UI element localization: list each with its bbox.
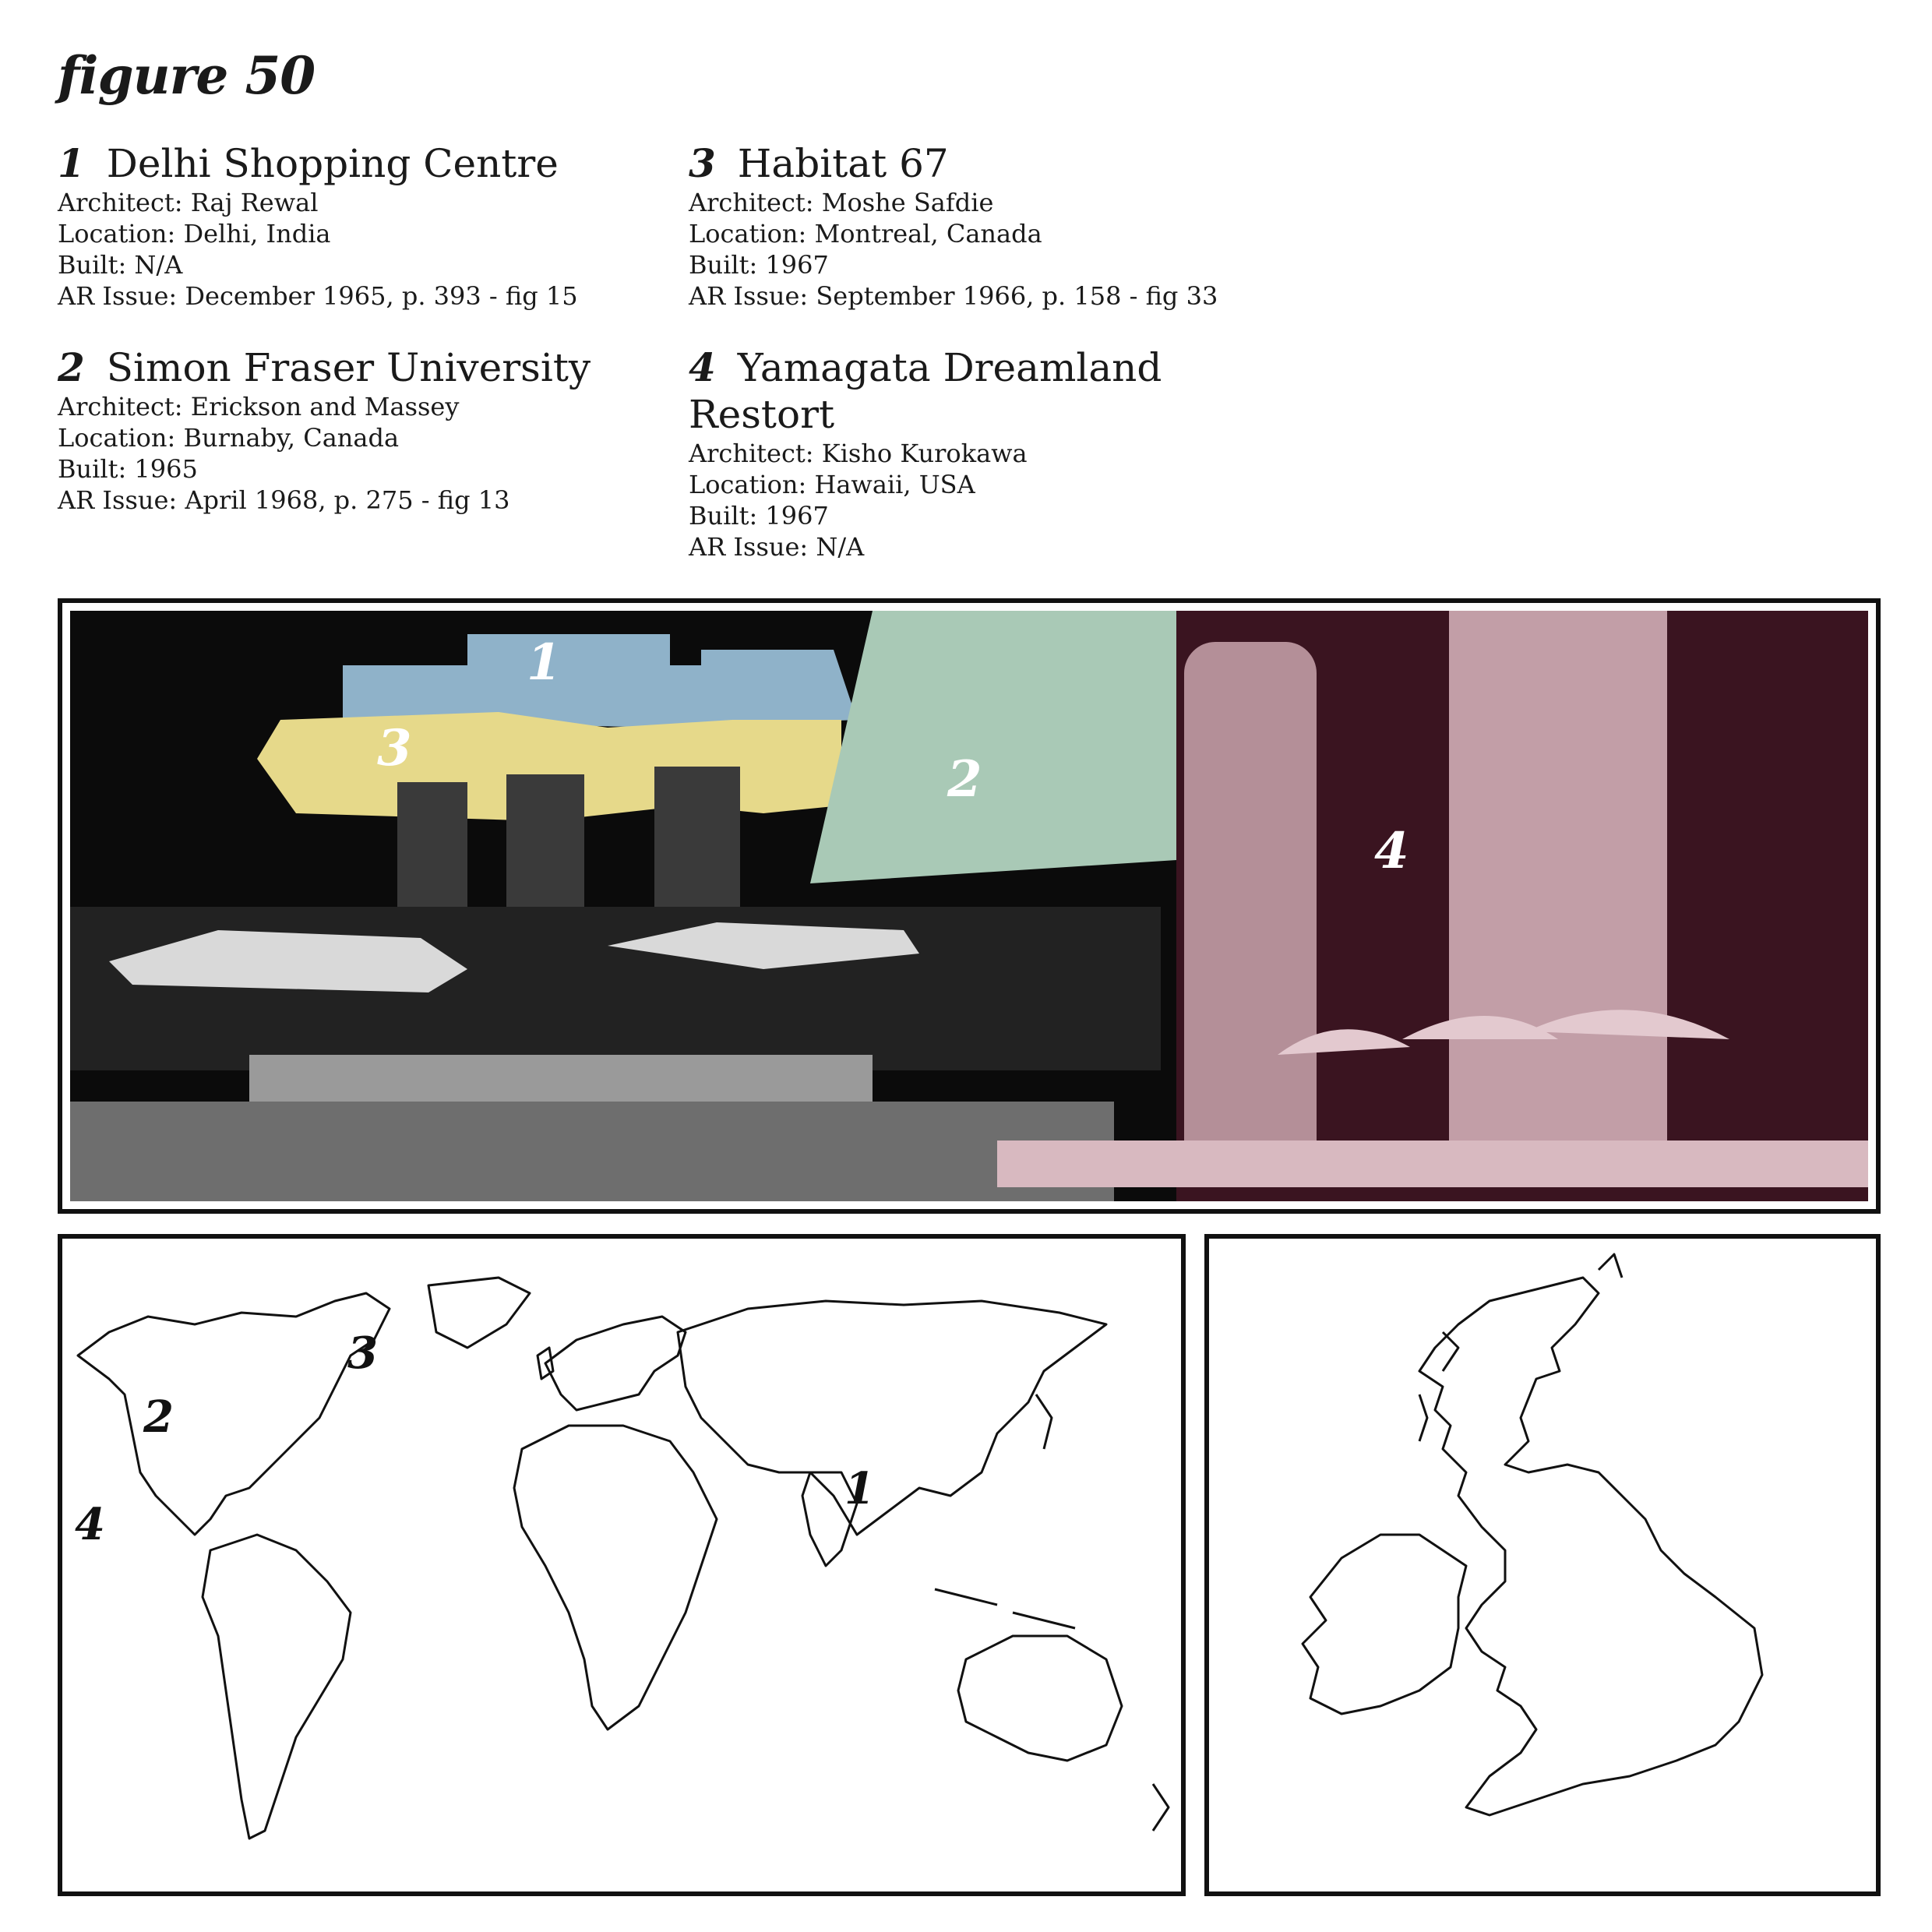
- simon-fraser-tint: [810, 611, 1176, 883]
- entry-heading: [58, 344, 650, 391]
- map-label-3: 3: [347, 1327, 378, 1379]
- collage-frame: [58, 598, 1881, 1214]
- entry-location: Location: Hawaii, USA: [689, 470, 975, 499]
- indonesia: [935, 1589, 997, 1605]
- entry-ar-issue: AR Issue: December 1965, p. 393 - fig 15: [58, 281, 578, 311]
- entry-architect: Architect: Erickson and Massey: [58, 392, 460, 421]
- entry-name: Delhi Shopping Centre: [106, 141, 559, 186]
- entry-heading: [689, 140, 1281, 187]
- figure-title: figure 50: [58, 45, 316, 106]
- entry-heading: [58, 140, 650, 187]
- entry-name: Yamagata Dreamland: [737, 345, 1162, 390]
- entry-name: Simon Fraser University: [106, 345, 591, 390]
- australia: [958, 1636, 1122, 1761]
- europe: [545, 1317, 686, 1410]
- entry-location: Location: Burnaby, Canada: [58, 423, 400, 453]
- entry-habitat-67: [689, 140, 1281, 312]
- entry-location: Location: Delhi, India: [58, 219, 331, 249]
- collage-label-2: 2: [947, 750, 982, 809]
- map-label-4: 4: [75, 1499, 105, 1550]
- entry-yamagata-dreamland: [689, 344, 1281, 562]
- greenland: [428, 1278, 530, 1348]
- entry-architect: Architect: Raj Rewal: [58, 188, 319, 217]
- uk-map: [1209, 1239, 1876, 1891]
- entry-ar-issue: AR Issue: September 1966, p. 158 - fig 33: [689, 281, 1218, 311]
- collage-label-1: 1: [527, 633, 562, 692]
- asia: [678, 1301, 1106, 1535]
- great-britain: [1419, 1278, 1762, 1815]
- south-america: [203, 1535, 351, 1839]
- map-label-2: 2: [143, 1391, 174, 1443]
- entry-built: Built: 1967: [689, 250, 829, 280]
- entry-number: 2: [58, 344, 85, 390]
- map-label-1: 1: [844, 1463, 875, 1514]
- japan: [1036, 1394, 1052, 1449]
- column: [1449, 611, 1667, 1187]
- world-map-frame: [58, 1234, 1186, 1896]
- entry-number: 3: [689, 140, 716, 186]
- entry-ar-issue: AR Issue: April 1968, p. 275 - fig 13: [58, 485, 510, 515]
- entry-architect: Architect: Kisho Kurokawa: [689, 439, 1028, 468]
- collage-image: [62, 603, 1876, 1209]
- orkney: [1599, 1254, 1622, 1278]
- entry-name-continued: Restort: [689, 392, 835, 437]
- entry-built: Built: 1965: [58, 454, 198, 484]
- column: [1184, 642, 1317, 1179]
- uk-map-frame: [1204, 1234, 1881, 1896]
- entry-built: Built: N/A: [58, 250, 183, 280]
- entry-built: Built: 1967: [689, 501, 829, 531]
- world-map: [62, 1239, 1181, 1891]
- ireland: [1303, 1535, 1466, 1714]
- africa: [514, 1426, 717, 1729]
- entry-location: Location: Montreal, Canada: [689, 219, 1042, 249]
- collage-label-4: 4: [1374, 822, 1409, 880]
- pool: [70, 1102, 1114, 1201]
- north-america: [78, 1293, 390, 1535]
- entry-delhi-shopping-centre: [58, 140, 650, 312]
- entry-ar-issue: AR Issue: N/A: [689, 532, 865, 562]
- new-zealand: [1153, 1784, 1169, 1831]
- entry-name: Habitat 67: [737, 141, 949, 186]
- entry-number: 4: [689, 344, 716, 390]
- hebrides: [1419, 1394, 1427, 1441]
- entry-heading: [689, 344, 1281, 391]
- new-guinea: [1013, 1613, 1075, 1628]
- collage-label-3: 3: [377, 719, 412, 777]
- yamagata-deck: [997, 1141, 1868, 1187]
- entry-number: 1: [58, 140, 85, 186]
- entry-architect: Architect: Moshe Safdie: [689, 188, 994, 217]
- entry-simon-fraser-university: [58, 344, 650, 516]
